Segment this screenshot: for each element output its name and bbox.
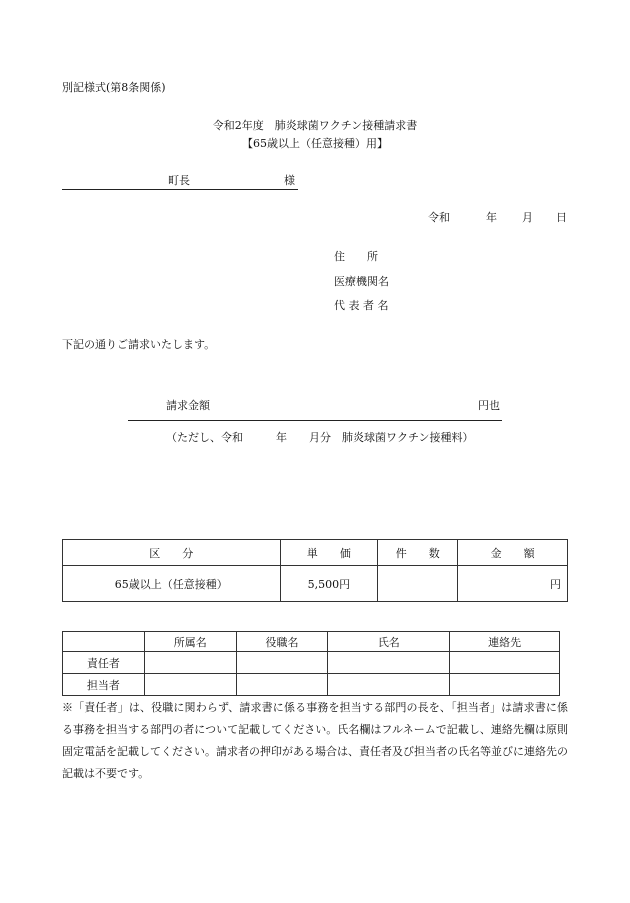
header-name: 氏名 — [328, 632, 450, 652]
responsible-department-cell[interactable] — [144, 652, 236, 674]
town-chief-label: 町長 — [168, 174, 190, 187]
staff-position-cell[interactable] — [236, 674, 328, 696]
header-department: 所属名 — [144, 632, 236, 652]
count-cell[interactable] — [378, 566, 458, 602]
instruction-note: ※「責任者」は、役職に関わらず、請求書に係る事務を担当する部門の長を、「担当者」は請求書に係る事務を担当する部門の者について記載してください。氏名欄はフルネームで記載し、連絡先欄は原則固定電話を記載してください。請求者の押印がある場合は、責任者及び担当者の氏名等並びに連絡先の記載は不要です。 — [62, 701, 568, 780]
honorific-label: 様 — [284, 174, 295, 187]
amount-yen-suffix: 円 — [550, 577, 561, 591]
responsible-contact-cell[interactable] — [450, 652, 560, 674]
fee-table — [62, 539, 568, 602]
address-label: 住 所 — [334, 250, 378, 263]
responsible-position-cell[interactable] — [236, 652, 328, 674]
addressee-underline — [62, 189, 298, 190]
contact-table-header-row — [63, 632, 560, 652]
header-category: 区 分 — [63, 540, 281, 566]
document-title: 令和2年度 肺炎球菌ワクチン接種請求書 — [212, 119, 418, 132]
representative-label: 代 表 者 名 — [334, 299, 389, 312]
row-label-responsible: 責任者 — [63, 652, 145, 674]
date-month: 月 — [522, 211, 533, 224]
staff-name-cell[interactable] — [328, 674, 450, 696]
row-label-staff: 担当者 — [63, 674, 145, 696]
claim-proviso: （ただし、令和 年 月分 肺炎球菌ワクチン接種料） — [166, 431, 474, 444]
date-era: 令和 — [428, 211, 450, 224]
staff-department-cell[interactable] — [144, 674, 236, 696]
unit-price-cell: 5,500円 — [280, 566, 378, 602]
institution-label: 医療機関名 — [334, 275, 389, 288]
staff-contact-cell[interactable] — [450, 674, 560, 696]
responsible-name-cell[interactable] — [328, 652, 450, 674]
claim-yen-suffix: 円也 — [478, 399, 500, 412]
header-contact: 連絡先 — [450, 632, 560, 652]
header-position: 役職名 — [236, 632, 328, 652]
header-count: 件 数 — [378, 540, 458, 566]
fee-table-header-row — [63, 540, 568, 566]
contact-header-blank — [63, 632, 145, 652]
header-amount: 金 額 — [458, 540, 568, 566]
fee-table-row — [63, 566, 568, 602]
contact-table — [62, 631, 560, 696]
date-year: 年 — [486, 211, 497, 224]
claim-amount-underline — [128, 420, 502, 421]
date-day: 日 — [556, 211, 567, 224]
amount-cell[interactable] — [458, 566, 568, 602]
claim-amount-label: 請求金額 — [166, 399, 210, 412]
category-cell: 65歳以上（任意接種） — [63, 566, 281, 602]
contact-row-staff — [63, 674, 560, 696]
contact-row-responsible — [63, 652, 560, 674]
header-unit-price: 単 価 — [280, 540, 378, 566]
document-subtitle: 【65歳以上（任意接種）用】 — [242, 137, 388, 150]
intro-text: 下記の通りご請求いたします。 — [62, 338, 216, 351]
form-label: 別記様式(第8条関係) — [62, 81, 166, 94]
